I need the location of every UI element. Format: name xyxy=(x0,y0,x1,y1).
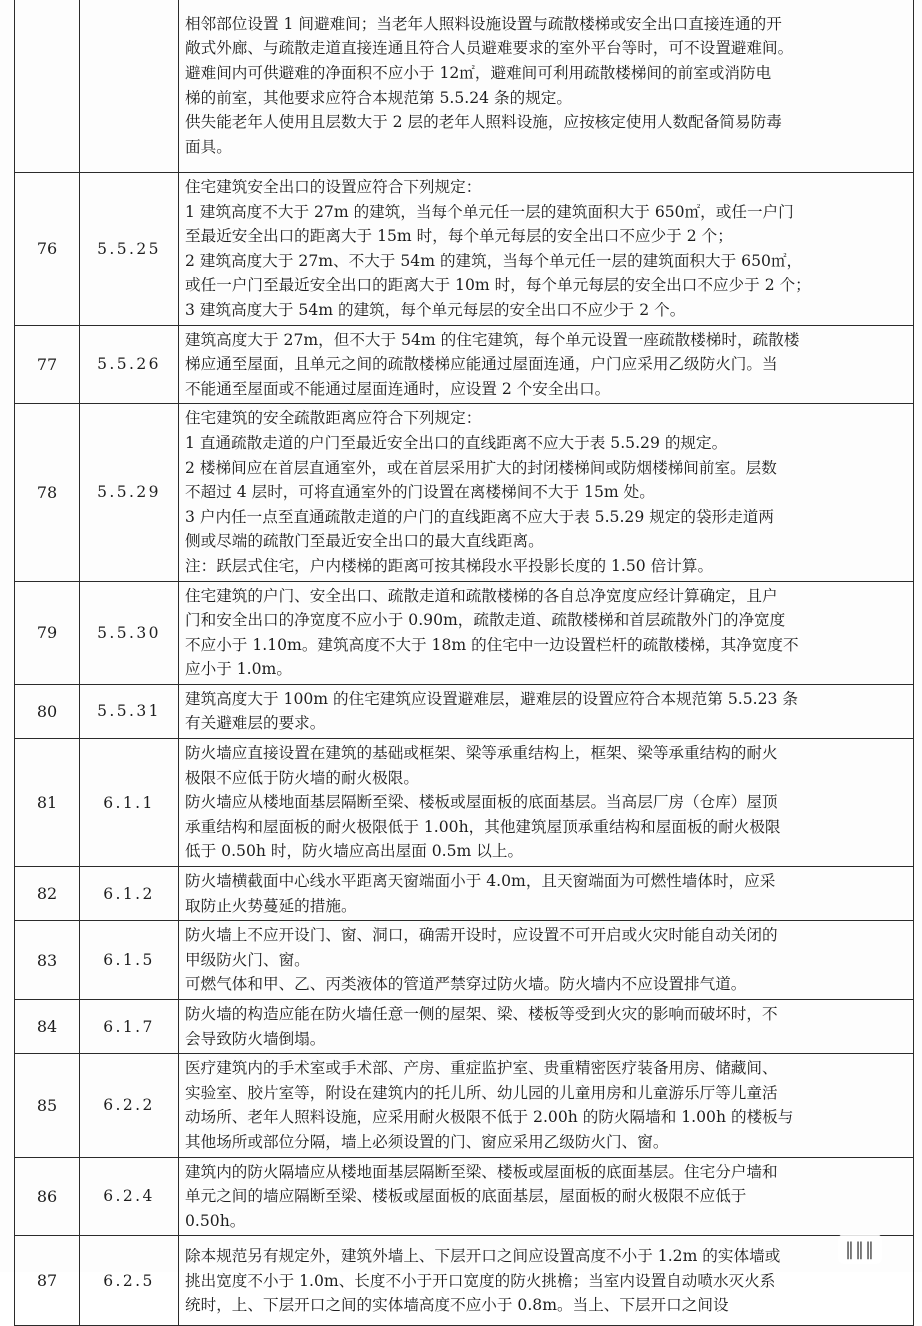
row-number: 86 xyxy=(15,1157,80,1236)
text-line: 会导致防火墙倒塌。 xyxy=(185,1029,326,1048)
clause-text xyxy=(179,0,914,173)
row-number: 79 xyxy=(15,581,80,684)
text-line: 除本规范另有规定外，建筑外墙上、下层开口之间应设置高度不小于 1.2m 的实体墙或 xyxy=(185,1246,781,1265)
text-line: 建筑内的防火隔墙应从楼地面基层隔断至梁、楼板或屋面板的底面基层。住宅分户墙和 xyxy=(185,1162,778,1181)
clause-text xyxy=(179,1054,914,1157)
table-row xyxy=(15,1054,914,1157)
text-line: 住宅建筑的安全疏散距离应符合下列规定： xyxy=(185,409,482,428)
table-row xyxy=(15,581,914,684)
text-line: 敞式外廊、与疏散走道直接连通且符合人员避难要求的室外平台等时，可不设置避难间。 xyxy=(185,39,794,58)
table-row xyxy=(15,867,914,921)
clause-text xyxy=(179,739,914,867)
clause-text xyxy=(179,404,914,581)
text-line: 2 楼梯间应在首层直通室外，或在首层采用扩大的封闭楼梯间或防烟楼梯间前室。层数 xyxy=(185,458,777,477)
clause-number: 5.5.30 xyxy=(80,581,179,684)
clause-number: 6.1.1 xyxy=(80,739,179,867)
text-line: 1 直通疏散走道的户门至最近安全出口的直线距离不应大于表 5.5.29 的规定。 xyxy=(185,433,728,452)
text-line: 极限不应低于防火墙的耐火极限。 xyxy=(185,768,419,787)
clause-number: 6.2.4 xyxy=(80,1157,179,1236)
clause-text xyxy=(179,1000,914,1054)
text-line: 梯应通至屋面，且单元之间的疏散楼梯应能通过屋面连通，户门应采用乙级防火门。当 xyxy=(185,355,778,374)
table-row xyxy=(15,325,914,404)
text-line: 不超过 4 层时，可将直通室外的门设置在离楼梯间不大于 15m 处。 xyxy=(185,483,655,502)
clause-text xyxy=(179,325,914,404)
clause-number: 5.5.31 xyxy=(80,684,179,738)
text-line: 至最近安全出口的距离大于 15m 时，每个单元每层的安全出口不应少于 2 个； xyxy=(185,227,733,246)
row-number: 81 xyxy=(15,739,80,867)
spec-table-body xyxy=(15,0,914,1326)
row-number: 84 xyxy=(15,1000,80,1054)
text-line: 可燃气体和甲、乙、丙类液体的管道严禁穿过防火墙。防火墙内不应设置排气道。 xyxy=(185,975,747,994)
table-row xyxy=(15,921,914,1000)
text-line: 面具。 xyxy=(185,137,232,156)
clause-number: 5.5.25 xyxy=(80,173,179,326)
text-line: 实验室、胶片室等，附设在建筑内的托儿所、幼儿园的儿童用房和儿童游乐厅等儿童活 xyxy=(185,1083,778,1102)
row-number: 87 xyxy=(15,1236,80,1326)
text-line: 门和安全出口的净宽度不应小于 0.90m，疏散走道、疏散楼梯和首层疏散外门的净宽度 xyxy=(185,611,786,630)
table-row xyxy=(15,1157,914,1236)
text-line: 0.50h。 xyxy=(185,1211,246,1230)
text-line: 统时，上、下层开口之间的实体墙高度不应小于 0.8m。当上、下层开口之间设 xyxy=(185,1296,729,1315)
text-line: 建筑高度大于 27m，但不大于 54m 的住宅建筑，每个单元设置一座疏散楼梯时，疏散楼 xyxy=(185,330,800,349)
watermark-badge xyxy=(838,1234,882,1264)
table-row xyxy=(15,1000,914,1054)
row-number: 76 xyxy=(15,173,80,326)
text-line: 低于 0.50h 时，防火墙应高出屋面 0.5m 以上。 xyxy=(185,842,524,861)
table-row xyxy=(15,0,914,173)
row-number: 80 xyxy=(15,684,80,738)
text-line: 2 建筑高度大于 27m、不大于 54m 的建筑，当每个单元任一层的建筑面积大于 650㎡， xyxy=(185,251,803,270)
row-number xyxy=(15,0,80,173)
text-line: 防火墙应直接设置在建筑的基础或框架、梁等承重结构上，框架、梁等承重结构的耐火 xyxy=(185,744,778,763)
row-number: 82 xyxy=(15,867,80,921)
text-line: 不能通至屋面或不能通过屋面连通时，应设置 2 个安全出口。 xyxy=(185,379,611,398)
clause-text xyxy=(179,921,914,1000)
text-line: 3 建筑高度大于 54m 的建筑，每个单元每层的安全出口不应少于 2 个。 xyxy=(185,300,686,319)
clause-number: 6.1.7 xyxy=(80,1000,179,1054)
text-line: 防火墙的构造应能在防火墙任意一侧的屋架、梁、楼板等受到火灾的影响而破坏时，不 xyxy=(185,1005,778,1023)
text-line: 防火墙横截面中心线水平距离天窗端面小于 4.0m，且天窗端面为可燃性墙体时，应采 xyxy=(185,872,776,891)
clause-text xyxy=(179,173,914,326)
text-line: 动场所、老年人照料设施，应采用耐火极限不低于 2.00h 的防火隔墙和 1.00h 的楼板与 xyxy=(185,1108,794,1127)
clause-number: 6.1.5 xyxy=(80,921,179,1000)
row-number: 77 xyxy=(15,325,80,404)
text-line: 住宅建筑安全出口的设置应符合下列规定： xyxy=(185,178,482,196)
text-line: 住宅建筑的户门、安全出口、疏散走道和疏散楼梯的各自总净宽度应经计算确定，且户 xyxy=(185,586,778,605)
table-row xyxy=(15,739,914,867)
clause-number: 5.5.29 xyxy=(80,404,179,581)
text-line: 供失能老年人使用且层数大于 2 层的老年人照料设施，应按核定使用人数配备简易防毒 xyxy=(185,113,782,132)
table-row xyxy=(15,173,914,326)
text-line: 甲级防火门、窗。 xyxy=(185,950,310,969)
clause-text xyxy=(179,867,914,921)
row-number: 78 xyxy=(15,404,80,581)
clause-number: 6.2.2 xyxy=(80,1054,179,1157)
text-line: 3 户内任一点至直通疏散走道的户门的直线距离不应大于表 5.5.29 规定的袋形走道两 xyxy=(185,507,774,526)
row-number: 85 xyxy=(15,1054,80,1157)
text-line: 相邻部位设置 1 间避难间；当老年人照料设施设置与疏散楼梯或安全出口直接连通的开 xyxy=(185,14,782,33)
text-line: 取防止火势蔓延的措施。 xyxy=(185,896,357,915)
text-line: 注：跃层式住宅，户内楼梯的距离可按其梯段水平投影长度的 1.50 倍计算。 xyxy=(185,556,714,575)
clause-number: 6.1.2 xyxy=(80,867,179,921)
text-line: 其他场所或部位分隔，墙上必须设置的门、窗应采用乙级防火门、窗。 xyxy=(185,1132,669,1151)
text-line: 挑出宽度不小于 1.0m、长度不小于开口宽度的防火挑檐；当室内设置自动喷水灭火系 xyxy=(185,1271,776,1290)
text-line: 有关避难层的要求。 xyxy=(185,714,326,733)
text-line: 建筑高度大于 100m 的住宅建筑应设置避难层，避难层的设置应符合本规范第 5.5.23 条 xyxy=(185,689,798,708)
clause-text xyxy=(179,1236,914,1326)
clause-text xyxy=(179,1157,914,1236)
clause-number: 6.2.5 xyxy=(80,1236,179,1326)
text-line: 医疗建筑内的手术室或手术部、产房、重症监护室、贵重精密医疗装备用房、储藏间、 xyxy=(185,1059,778,1078)
clause-text xyxy=(179,684,914,738)
clause-text xyxy=(179,581,914,684)
text-line: 梯的前室，其他要求应符合本规范第 5.5.24 条的规定。 xyxy=(185,88,572,107)
clause-number xyxy=(80,0,179,173)
watermark-text: ‖‖‖ xyxy=(845,1238,875,1260)
text-line: 不应小于 1.10m。建筑高度不大于 18m 的住宅中一边设置栏杆的疏散楼梯，其净宽度不 xyxy=(185,635,799,654)
text-line: 防火墙上不应开设门、窗、洞口，确需开设时，应设置不可开启或火灾时能自动关闭的 xyxy=(185,926,778,945)
row-number: 83 xyxy=(15,921,80,1000)
text-line: 承重结构和屋面板的耐火极限低于 1.00h，其他建筑屋顶承重结构和屋面板的耐火极限 xyxy=(185,817,781,836)
spec-table xyxy=(14,0,914,1326)
text-line: 单元之间的墙应隔断至梁、楼板或屋面板的底面基层，屋面板的耐火极限不应低于 xyxy=(185,1187,747,1206)
text-line: 侧或尽端的疏散门至最近安全出口的最大直线距离。 xyxy=(185,532,544,551)
table-row xyxy=(15,684,914,738)
text-line: 或任一户门至最近安全出口的距离大于 10m 时，每个单元每层的安全出口不应少于 2 个； xyxy=(185,276,811,295)
table-row xyxy=(15,1236,914,1326)
text-line: 防火墙应从楼地面基层隔断至梁、楼板或屋面板的底面基层。当高层厂房（仓库）屋顶 xyxy=(185,793,778,812)
text-line: 避难间内可供避难的净面积不应小于 12㎡，避难间可利用疏散楼梯间的前室或消防电 xyxy=(185,63,772,82)
text-line: 1 建筑高度不大于 27m 的建筑，当每个单元任一层的建筑面积大于 650㎡，或任一户门 xyxy=(185,202,794,221)
table-row xyxy=(15,404,914,581)
text-line: 应小于 1.0m。 xyxy=(185,660,292,679)
clause-number: 5.5.26 xyxy=(80,325,179,404)
